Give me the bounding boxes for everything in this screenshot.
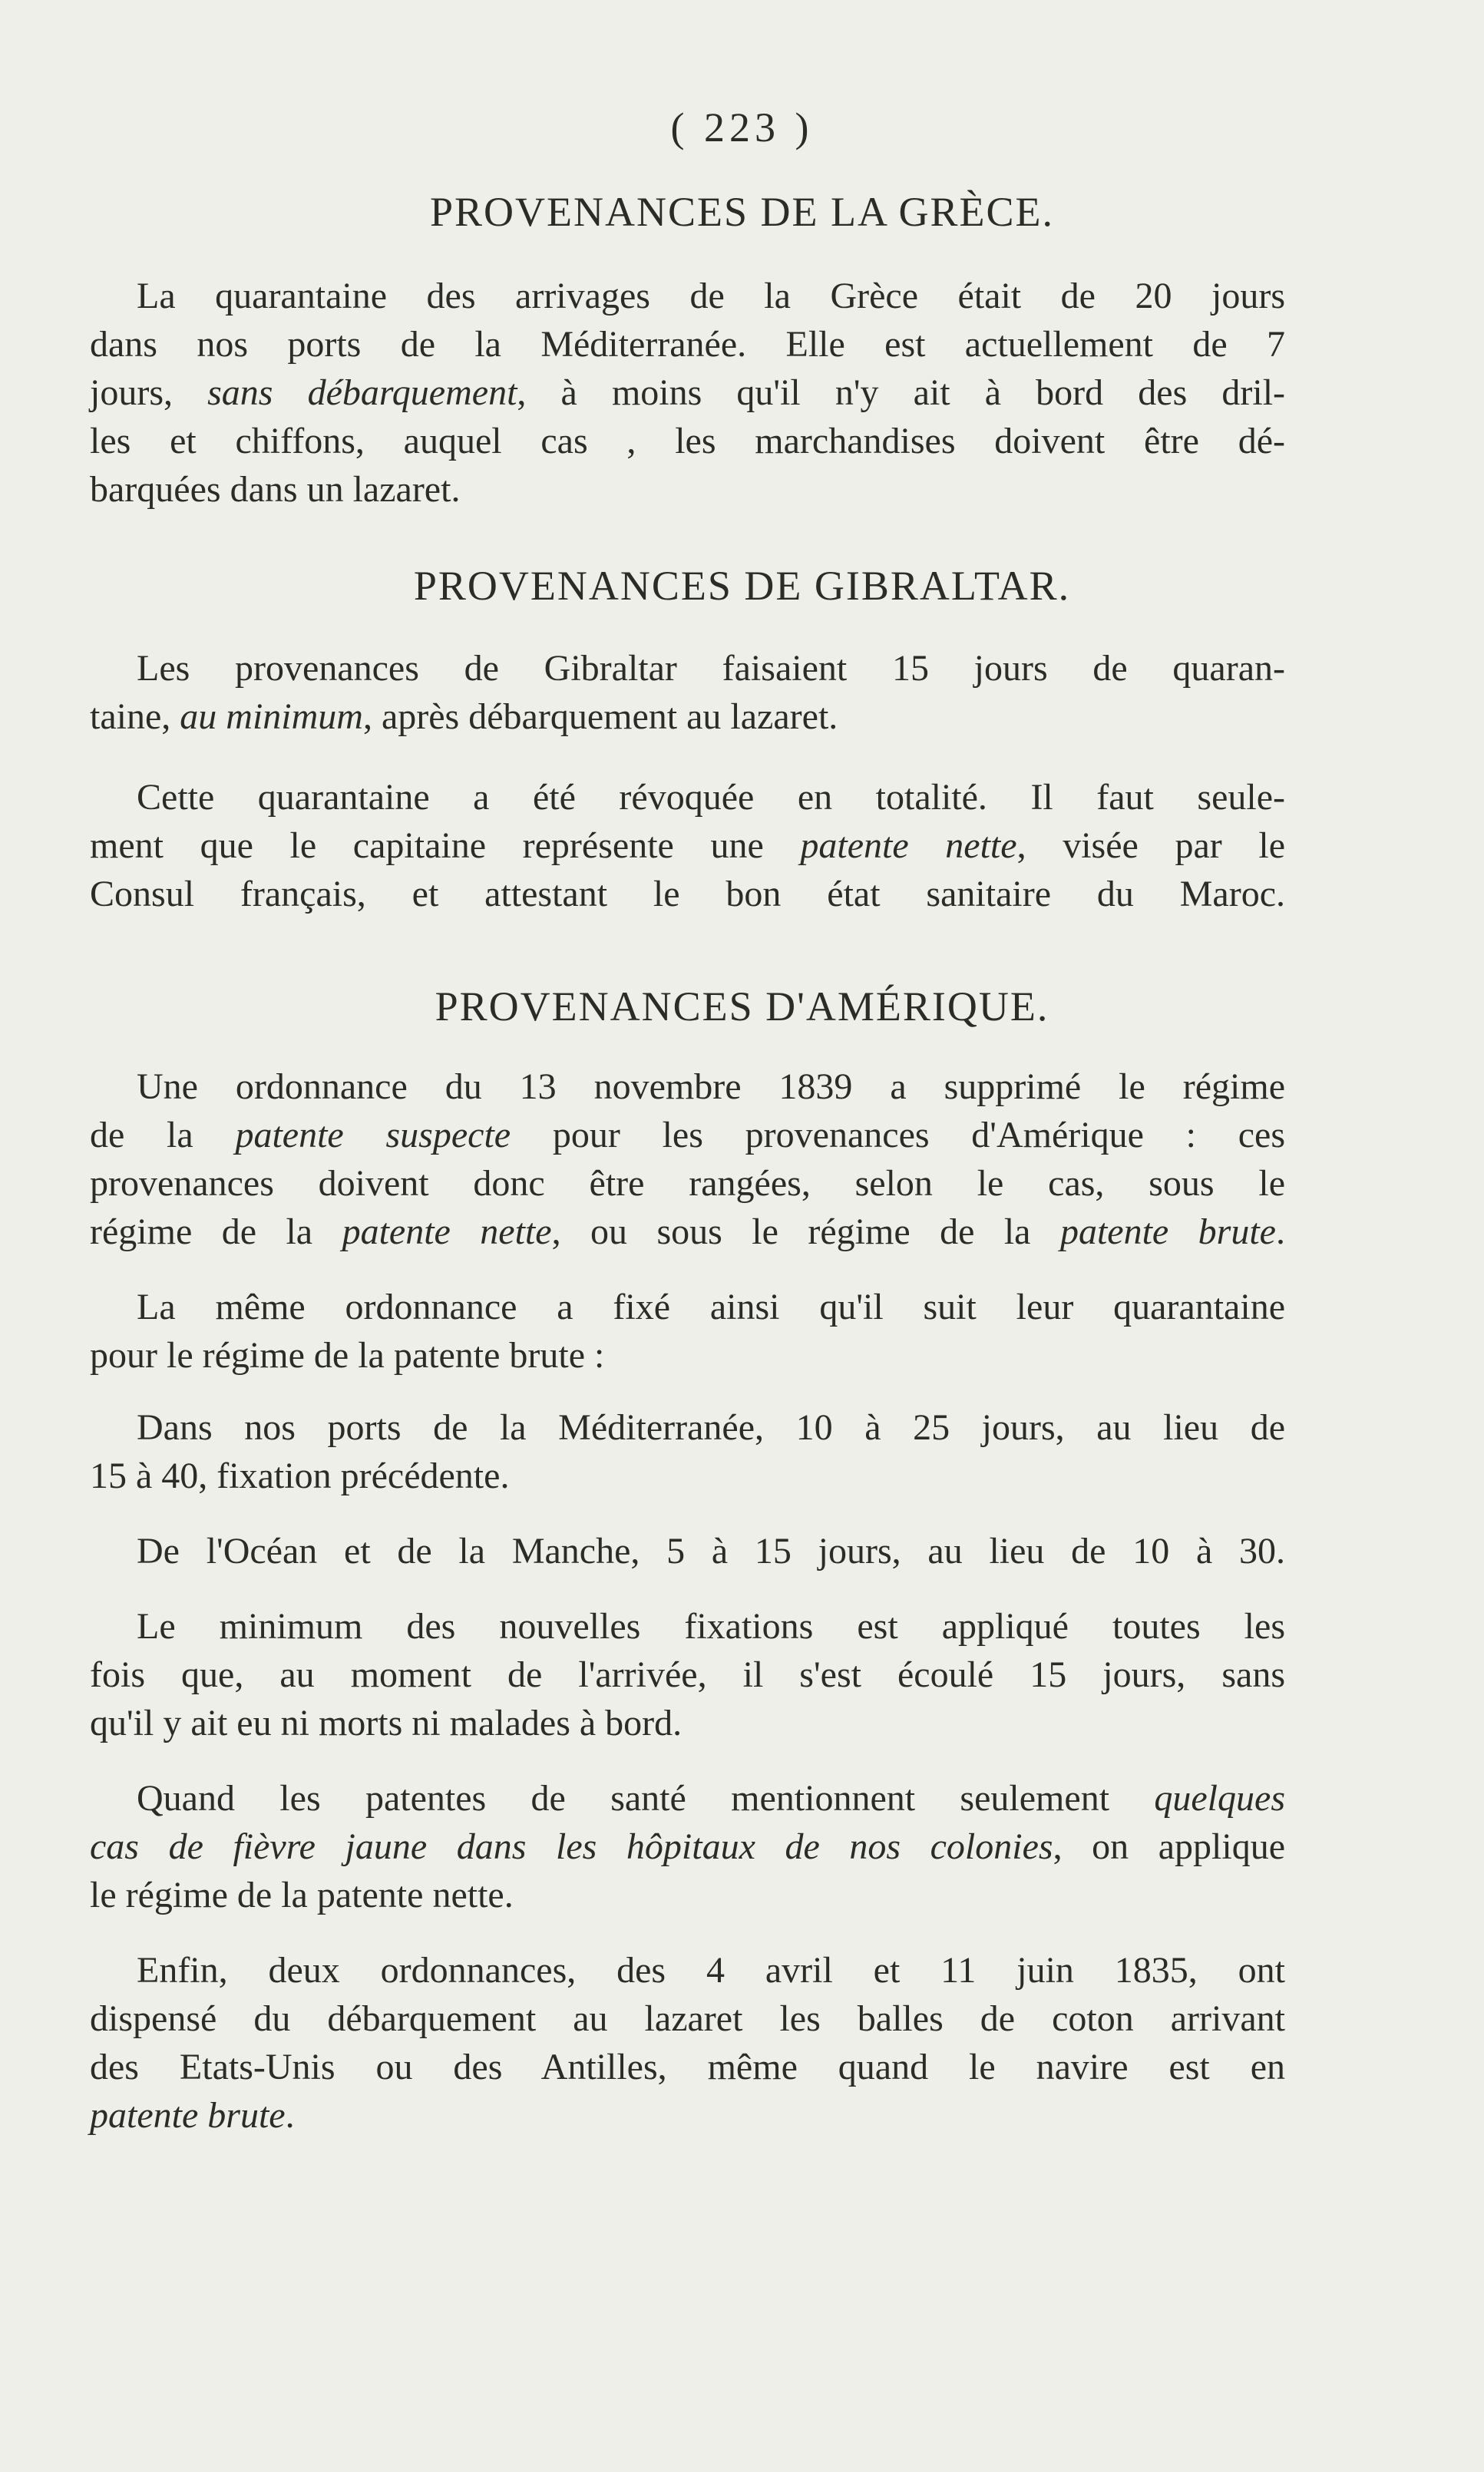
- paragraph-line: La quarantaine des arrivages de la Grèce était de 20 jours: [137, 276, 1285, 316]
- paragraph-line: Les provenances de Gibraltar faisaient 15 jours de quaran-: [137, 648, 1285, 689]
- page-number: ( 223 ): [670, 104, 814, 150]
- paragraph-line: le régime de la patente nette.: [90, 1875, 514, 1915]
- paragraph-line: Une ordonnance du 13 novembre 1839 a supprimé le régime: [137, 1066, 1285, 1107]
- paragraph-line: Consul français, et attestant le bon état sanitaire du Maroc.: [90, 874, 1285, 914]
- paragraph-line: Le minimum des nouvelles fixations est appliqué toutes les: [137, 1606, 1285, 1647]
- paragraph-line: les et chiffons, auquel cas , les marchandises doivent être dé-: [90, 421, 1285, 461]
- section-heading-grece: PROVENANCES DE LA GRÈCE.: [429, 189, 1055, 235]
- paragraph-line: barquées dans un lazaret.: [90, 469, 461, 510]
- paragraph-line: pour le régime de la patente brute :: [90, 1335, 605, 1376]
- paragraph-line: ment que le capitaine représente une patente nette, visée par le: [90, 825, 1285, 866]
- paragraph-line: jours, sans débarquement, à moins qu'il n'y ait à bord des dril-: [90, 372, 1286, 413]
- paragraph-line: cas de fièvre jaune dans les hôpitaux de nos colonies, on applique: [90, 1826, 1286, 1867]
- paragraph-line: 15 à 40, fixation précédente.: [90, 1456, 510, 1496]
- paragraph-line: fois que, au moment de l'arrivée, il s'est écoulé 15 jours, sans: [90, 1654, 1285, 1695]
- paragraph-line: qu'il y ait eu ni morts ni malades à bord.: [90, 1703, 683, 1743]
- paragraph-line: Dans nos ports de la Méditerranée, 10 à 25 jours, au lieu de: [137, 1407, 1285, 1448]
- section-heading-amerique: PROVENANCES D'AMÉRIQUE.: [435, 983, 1049, 1029]
- paragraph-line: Quand les patentes de santé mentionnent seulement quelques: [137, 1778, 1285, 1819]
- paragraph-line: taine, au minimum, après débarquement au lazaret.: [90, 696, 838, 737]
- paragraph-line: Enfin, deux ordonnances, des 4 avril et 11 juin 1835, ont: [137, 1950, 1285, 1991]
- paragraph-line: La même ordonnance a fixé ainsi qu'il suit leur quarantaine: [137, 1287, 1285, 1327]
- section-heading-gibraltar: PROVENANCES DE GIBRALTAR.: [413, 563, 1071, 609]
- paragraph-line: de la patente suspecte pour les provenances d'Amérique : ces: [90, 1115, 1286, 1155]
- paragraph-line: dans nos ports de la Méditerranée. Elle est actuellement de 7: [90, 324, 1285, 365]
- paragraph-line: patente brute.: [90, 2095, 295, 2136]
- paragraph-line: dispensé du débarquement au lazaret les balles de coton arrivant: [90, 1998, 1285, 2039]
- paragraph-line: Cette quarantaine a été révoquée en totalité. Il faut seule-: [137, 777, 1285, 818]
- paragraph-line: De l'Océan et de la Manche, 5 à 15 jours, au lieu de 10 à 30.: [137, 1531, 1285, 1571]
- paragraph-line: régime de la patente nette, ou sous le régime de la patente brute.: [90, 1211, 1285, 1252]
- paragraph-line: provenances doivent donc être rangées, selon le cas, sous le: [90, 1163, 1285, 1204]
- paragraph-line: des Etats-Unis ou des Antilles, même quand le navire est en: [90, 2047, 1285, 2087]
